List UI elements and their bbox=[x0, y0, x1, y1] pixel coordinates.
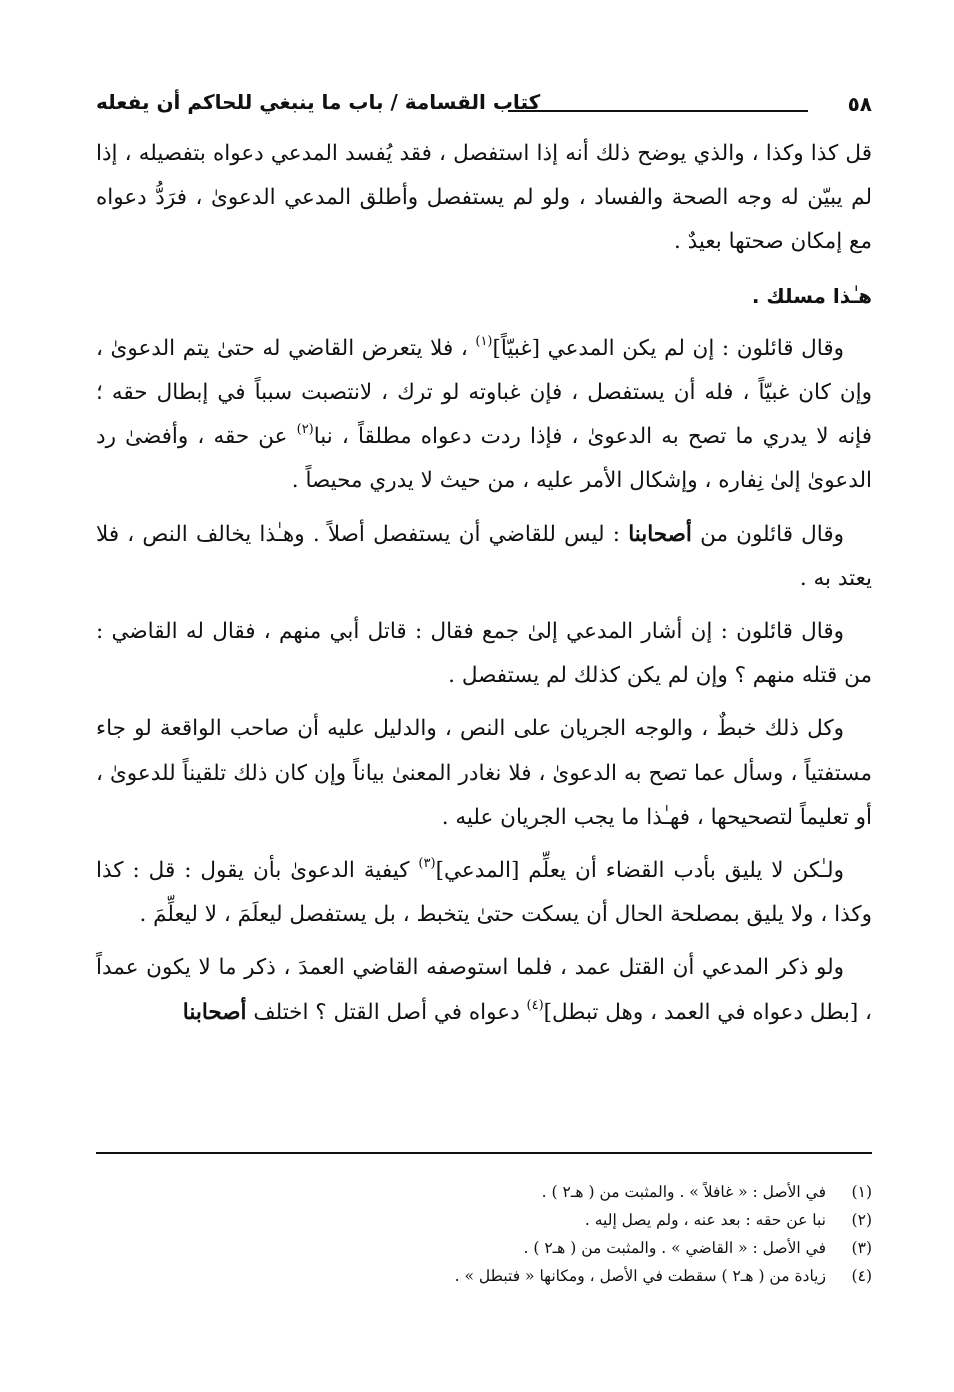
paragraph bbox=[96, 849, 872, 937]
text-run: عن حقه ، وأفضىٰ رد الدعوىٰ إلىٰ نِفاره ، وإشكال الأمر عليه ، من حيث لا يدري محيصاً . bbox=[96, 424, 872, 494]
text-run: قل كذا وكذا ، والذي يوضح ذلك أنه إذا استفصل ، فقد يُفسد المدعي دعواه بتفصيله ، إذا لم يبيّن له وجه الصحة والفساد ، ولو لم يستفصل وأطلق المدعي الدعوىٰ ، فرَدُّ دعواه مع إمكان صحتها بعيدٌ . bbox=[96, 141, 872, 255]
text-run: وقال قائلون : إن أشار المدعي إلىٰ جمع فقال : قاتل أبي منهم ، فقال له القاضي : من قتله منهم ؟ وإن لم يكن كذلك لم يستفصل . bbox=[96, 619, 872, 689]
bold-term: أصحابنا bbox=[182, 999, 247, 1025]
bold-term: أصحابنا bbox=[628, 521, 692, 547]
text-run: وكل ذلك خبطٌ ، والوجه الجريان على النص ، والدليل عليه أن صاحب الواقعة لو جاء مستفتياً ، وسأل عما تصح به الدعوىٰ ، فلا نغادر المعنىٰ بياناً وإن كان ذلك تلقيناً للدعوىٰ ، أو تعليماً لتصحيحها ، فهـٰذا ما يجب الجريان عليه . bbox=[96, 716, 872, 830]
paragraph bbox=[96, 946, 872, 1034]
paragraph bbox=[96, 274, 872, 318]
footnote-text: في الأصل : « القاضي » . والمثبت من ( هـ٢ ) . bbox=[523, 1239, 826, 1257]
footnote-reference: (٢) bbox=[296, 422, 314, 438]
header-rule bbox=[508, 110, 808, 112]
footnote-item bbox=[172, 1262, 872, 1290]
footnote-item bbox=[172, 1178, 872, 1206]
text-run: وقال قائلون : إن لم يكن المدعي [غبيّاً] bbox=[492, 335, 844, 361]
footnote-number: (٣) bbox=[851, 1239, 872, 1257]
text-run: دعواه في أصل القتل ؟ اختلف bbox=[246, 999, 527, 1025]
paragraph bbox=[96, 327, 872, 504]
footnote-text: نبا عن حقه : بعد عنه ، ولم يصل إليه . bbox=[584, 1211, 826, 1229]
chapter-title: كتاب القسامة / باب ما ينبغي للحاكم أن يفعله bbox=[96, 90, 541, 114]
text-run: : ليس للقاضي أن يستفصل أصلاً . وهـٰذا يخالف النص ، فلا يعتد به . bbox=[96, 521, 872, 591]
text-run: ولو ذكر المدعي أن القتل عمد ، فلما استوصفه القاضي العمدَ ، ذكر ما لا يكون عمداً ، [بطل دعواه في العمد ، وهل تبطل] bbox=[96, 955, 872, 1025]
footnote-item bbox=[172, 1206, 872, 1234]
running-header bbox=[96, 80, 872, 132]
paragraph bbox=[96, 513, 872, 601]
footnote-text: في الأصل : « غافلاً » . والمثبت من ( هـ٢ ) . bbox=[541, 1183, 826, 1201]
footnote-reference: (٤) bbox=[526, 997, 544, 1013]
page-number: ٥٨ bbox=[847, 92, 872, 116]
footnote-reference: (٣) bbox=[418, 856, 436, 872]
footnote-text: زيادة من ( هـ٢ ) سقطت في الأصل ، ومكانها « فتبطل » . bbox=[454, 1267, 826, 1285]
paragraph bbox=[96, 132, 872, 265]
paragraph bbox=[96, 610, 872, 698]
footnote-separator bbox=[96, 1152, 872, 1154]
text-run: ولـٰكن لا يليق بأدب القضاء أن يعلِّم [المدعي] bbox=[435, 858, 844, 884]
text-run: وقال قائلون من bbox=[691, 521, 845, 547]
footnotes bbox=[172, 1178, 872, 1290]
footnote-number: (٢) bbox=[851, 1211, 872, 1229]
footnote-number: (٤) bbox=[851, 1267, 872, 1285]
text-run: كيفية الدعوىٰ بأن يقول : قل : كذا وكذا ، ولا يليق بمصلحة الحال أن يسكت حتىٰ يتخبط ، بل يستفصل ليعلَمَ ، لا ليعلِّمَ . bbox=[96, 858, 872, 928]
footnote-reference: (١) bbox=[475, 333, 493, 349]
main-text bbox=[96, 132, 872, 1035]
footnote-number: (١) bbox=[851, 1183, 872, 1201]
footnote-item bbox=[172, 1234, 872, 1262]
text-run: هـٰذا مسلك . bbox=[751, 283, 872, 308]
paragraph bbox=[96, 707, 872, 840]
text-run: ، فلا يتعرض القاضي له حتىٰ يتم الدعوىٰ ، وإن كان غبيّاً ، فله أن يستفصل ، فإن غباوته لو ترك ، لانتصبت سبباً في إبطال حقه ؛ فإنه لا يدري ما تصح به الدعوىٰ ، فإذا ردت دعواه مطلقاً ، نبا bbox=[96, 335, 872, 450]
page bbox=[96, 80, 872, 1044]
